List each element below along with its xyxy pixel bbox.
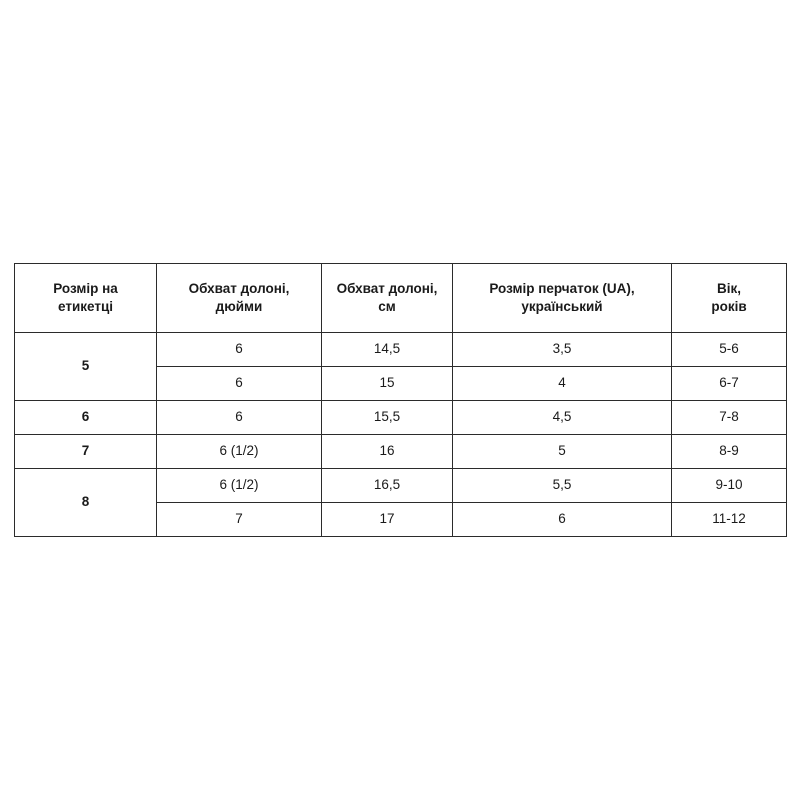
cell-glove-size-ua: 3,5	[453, 333, 672, 367]
cell-label-size: 6	[15, 401, 157, 435]
cell-palm-cm: 16,5	[322, 469, 453, 503]
table-header-row	[15, 264, 787, 333]
cell-age: 5-6	[672, 333, 787, 367]
cell-glove-size-ua: 6	[453, 503, 672, 537]
cell-palm-inches: 7	[157, 503, 322, 537]
cell-age: 8-9	[672, 435, 787, 469]
cell-palm-cm: 14,5	[322, 333, 453, 367]
cell-palm-cm: 15,5	[322, 401, 453, 435]
table-row	[15, 401, 787, 435]
column-header-glove-size-ua: Розмір перчаток (UA), український	[453, 264, 672, 333]
cell-palm-cm: 16	[322, 435, 453, 469]
cell-palm-inches: 6	[157, 401, 322, 435]
cell-label-size: 8	[15, 469, 157, 537]
table-row	[15, 469, 787, 503]
size-table	[14, 263, 787, 537]
table-header	[15, 264, 787, 333]
cell-label-size: 5	[15, 333, 157, 401]
cell-glove-size-ua: 4,5	[453, 401, 672, 435]
cell-age: 7-8	[672, 401, 787, 435]
cell-label-size: 7	[15, 435, 157, 469]
cell-age: 6-7	[672, 367, 787, 401]
column-header-palm-inches: Обхват долоні, дюйми	[157, 264, 322, 333]
column-header-palm-cm: Обхват долоні, см	[322, 264, 453, 333]
cell-palm-inches: 6	[157, 333, 322, 367]
cell-age: 11-12	[672, 503, 787, 537]
table-row	[15, 333, 787, 367]
cell-glove-size-ua: 5,5	[453, 469, 672, 503]
cell-palm-inches: 6 (1/2)	[157, 435, 322, 469]
table-body	[15, 333, 787, 537]
column-header-age: Вік, років	[672, 264, 787, 333]
column-header-label-size: Розмір на етикетці	[15, 264, 157, 333]
cell-age: 9-10	[672, 469, 787, 503]
cell-palm-cm: 15	[322, 367, 453, 401]
size-chart	[14, 263, 786, 537]
table-row	[15, 435, 787, 469]
cell-palm-inches: 6 (1/2)	[157, 469, 322, 503]
cell-palm-cm: 17	[322, 503, 453, 537]
cell-glove-size-ua: 4	[453, 367, 672, 401]
cell-glove-size-ua: 5	[453, 435, 672, 469]
cell-palm-inches: 6	[157, 367, 322, 401]
